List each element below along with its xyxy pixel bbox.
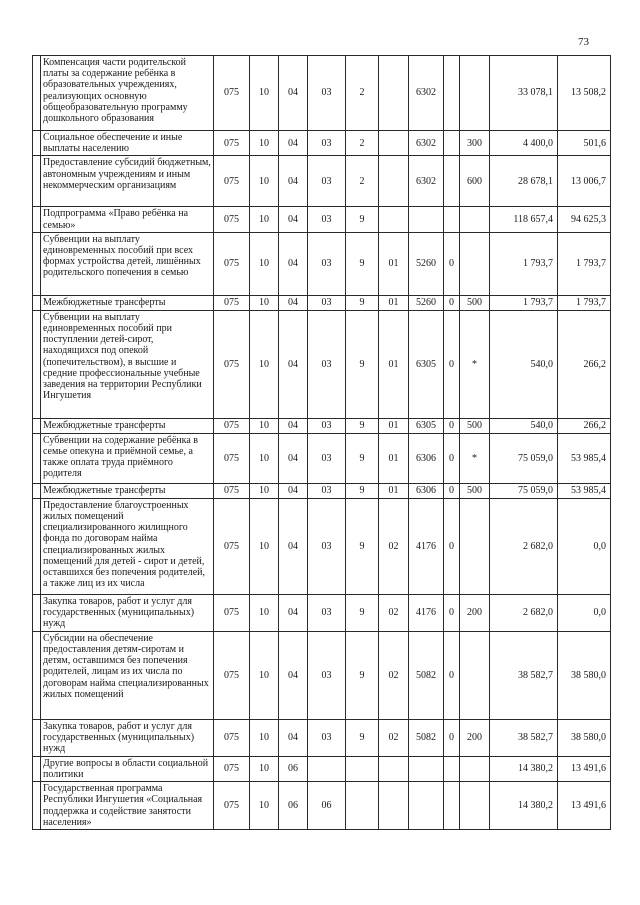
amount-actual-cell: 0,0 [558, 594, 611, 631]
section-cell: 10 [250, 207, 279, 232]
section-cell: 10 [250, 756, 279, 781]
direction-cell: 6302 [409, 56, 444, 131]
row-marker-cell [33, 594, 41, 631]
section-cell: 10 [250, 594, 279, 631]
activity-cell [379, 131, 409, 156]
section-cell: 10 [250, 433, 279, 483]
activity-cell [379, 756, 409, 781]
row-name-cell: Государственная программа Республики Ингушетия «Социальная поддержка и содействие занятости населения» [41, 782, 214, 830]
budget-table [32, 55, 611, 830]
direction-cell: 5082 [409, 719, 444, 756]
direction-cell: 6306 [409, 433, 444, 483]
subprogram-cell: 2 [346, 56, 379, 131]
amount-plan-cell: 14 380,2 [490, 756, 558, 781]
activity-cell [379, 207, 409, 232]
amount-plan-cell: 2 682,0 [490, 594, 558, 631]
expense-type-cell [460, 498, 490, 594]
sub-direction-cell [444, 56, 460, 131]
expense-type-cell: * [460, 310, 490, 418]
activity-cell: 01 [379, 232, 409, 295]
row-marker-cell [33, 156, 41, 207]
table-row [33, 756, 611, 781]
amount-plan-cell: 1 793,7 [490, 232, 558, 295]
subprogram-cell [346, 782, 379, 830]
sub-direction-cell: 0 [444, 295, 460, 310]
section-cell: 10 [250, 483, 279, 498]
section-cell: 10 [250, 782, 279, 830]
direction-cell: 5260 [409, 295, 444, 310]
amount-plan-cell: 38 582,7 [490, 719, 558, 756]
program-cell: 03 [308, 207, 346, 232]
table-row [33, 232, 611, 295]
amount-actual-cell: 53 985,4 [558, 483, 611, 498]
row-marker-cell [33, 631, 41, 719]
amount-plan-cell: 33 078,1 [490, 56, 558, 131]
amount-plan-cell: 75 059,0 [490, 483, 558, 498]
section-cell: 10 [250, 295, 279, 310]
subprogram-cell: 2 [346, 156, 379, 207]
table-row [33, 295, 611, 310]
program-cell: 03 [308, 295, 346, 310]
subprogram-cell: 2 [346, 131, 379, 156]
table-row [33, 207, 611, 232]
expense-type-cell [460, 756, 490, 781]
sub-direction-cell: 0 [444, 232, 460, 295]
grbs-cell: 075 [214, 719, 250, 756]
amount-plan-cell: 118 657,4 [490, 207, 558, 232]
grbs-cell: 075 [214, 295, 250, 310]
activity-cell: 02 [379, 498, 409, 594]
grbs-cell: 075 [214, 483, 250, 498]
expense-type-cell [460, 207, 490, 232]
grbs-cell: 075 [214, 498, 250, 594]
direction-cell [409, 782, 444, 830]
amount-plan-cell: 14 380,2 [490, 782, 558, 830]
program-cell: 03 [308, 433, 346, 483]
direction-cell: 6305 [409, 418, 444, 433]
program-cell: 03 [308, 232, 346, 295]
table-row [33, 418, 611, 433]
sub-direction-cell: 0 [444, 594, 460, 631]
sub-direction-cell: 0 [444, 310, 460, 418]
subsection-cell: 06 [279, 782, 308, 830]
amount-actual-cell: 0,0 [558, 498, 611, 594]
subprogram-cell: 9 [346, 594, 379, 631]
subsection-cell: 04 [279, 483, 308, 498]
subprogram-cell: 9 [346, 719, 379, 756]
expense-type-cell [460, 782, 490, 830]
section-cell: 10 [250, 631, 279, 719]
subsection-cell: 04 [279, 594, 308, 631]
activity-cell: 02 [379, 631, 409, 719]
activity-cell: 01 [379, 418, 409, 433]
amount-plan-cell: 4 400,0 [490, 131, 558, 156]
section-cell: 10 [250, 232, 279, 295]
table-row [33, 310, 611, 418]
row-marker-cell [33, 310, 41, 418]
expense-type-cell [460, 56, 490, 131]
subsection-cell: 04 [279, 310, 308, 418]
table-row [33, 483, 611, 498]
program-cell: 03 [308, 594, 346, 631]
program-cell [308, 756, 346, 781]
grbs-cell: 075 [214, 631, 250, 719]
section-cell: 10 [250, 719, 279, 756]
direction-cell: 4176 [409, 594, 444, 631]
direction-cell [409, 207, 444, 232]
activity-cell: 01 [379, 310, 409, 418]
page-number: 73 [578, 36, 589, 48]
subsection-cell: 04 [279, 156, 308, 207]
row-name-cell: Компенсация части родительской платы за содержание ребёнка в образовательных учреждениях, реализующих основную общеобразовательную программу дошкольного образования [41, 56, 214, 131]
row-marker-cell [33, 232, 41, 295]
direction-cell: 4176 [409, 498, 444, 594]
amount-plan-cell: 540,0 [490, 418, 558, 433]
expense-type-cell: 500 [460, 295, 490, 310]
row-marker-cell [33, 418, 41, 433]
expense-type-cell [460, 631, 490, 719]
row-name-cell: Предоставление субсидий бюджетным, автономным учреждениям и иным некоммерческим организациям [41, 156, 214, 207]
sub-direction-cell [444, 156, 460, 207]
amount-actual-cell: 266,2 [558, 418, 611, 433]
grbs-cell: 075 [214, 433, 250, 483]
subprogram-cell: 9 [346, 207, 379, 232]
table-row [33, 782, 611, 830]
subprogram-cell: 9 [346, 498, 379, 594]
row-name-cell: Закупка товаров, работ и услуг для государственных (муниципальных) нужд [41, 719, 214, 756]
program-cell: 03 [308, 498, 346, 594]
expense-type-cell: * [460, 433, 490, 483]
amount-plan-cell: 1 793,7 [490, 295, 558, 310]
row-marker-cell [33, 295, 41, 310]
subsection-cell: 04 [279, 295, 308, 310]
subsection-cell: 04 [279, 498, 308, 594]
activity-cell: 02 [379, 719, 409, 756]
row-name-cell: Другие вопросы в области социальной политики [41, 756, 214, 781]
amount-actual-cell: 13 006,7 [558, 156, 611, 207]
grbs-cell: 075 [214, 310, 250, 418]
row-marker-cell [33, 782, 41, 830]
grbs-cell: 075 [214, 56, 250, 131]
activity-cell: 01 [379, 483, 409, 498]
table-row [33, 594, 611, 631]
expense-type-cell [460, 232, 490, 295]
sub-direction-cell: 0 [444, 719, 460, 756]
amount-actual-cell: 266,2 [558, 310, 611, 418]
activity-cell: 01 [379, 295, 409, 310]
subprogram-cell: 9 [346, 483, 379, 498]
direction-cell: 6305 [409, 310, 444, 418]
amount-actual-cell: 94 625,3 [558, 207, 611, 232]
row-name-cell: Подпрограмма «Право ребёнка на семью» [41, 207, 214, 232]
direction-cell: 6302 [409, 131, 444, 156]
sub-direction-cell [444, 131, 460, 156]
subprogram-cell: 9 [346, 418, 379, 433]
subprogram-cell: 9 [346, 232, 379, 295]
direction-cell: 6306 [409, 483, 444, 498]
expense-type-cell: 200 [460, 594, 490, 631]
amount-plan-cell: 28 678,1 [490, 156, 558, 207]
activity-cell [379, 782, 409, 830]
amount-actual-cell: 38 580,0 [558, 719, 611, 756]
amount-plan-cell: 75 059,0 [490, 433, 558, 483]
amount-actual-cell: 53 985,4 [558, 433, 611, 483]
grbs-cell: 075 [214, 131, 250, 156]
subsection-cell: 04 [279, 56, 308, 131]
sub-direction-cell: 0 [444, 418, 460, 433]
subsection-cell: 04 [279, 631, 308, 719]
activity-cell: 02 [379, 594, 409, 631]
row-marker-cell [33, 483, 41, 498]
section-cell: 10 [250, 498, 279, 594]
table-row [33, 131, 611, 156]
row-name-cell: Закупка товаров, работ и услуг для государственных (муниципальных) нужд [41, 594, 214, 631]
program-cell: 03 [308, 156, 346, 207]
amount-actual-cell: 1 793,7 [558, 295, 611, 310]
amount-actual-cell: 13 491,6 [558, 782, 611, 830]
activity-cell: 01 [379, 433, 409, 483]
row-name-cell: Субвенции на выплату единовременных пособий при всех формах устройства детей, лишённых родительского попечения в семью [41, 232, 214, 295]
amount-plan-cell: 540,0 [490, 310, 558, 418]
sub-direction-cell [444, 756, 460, 781]
row-name-cell: Предоставление благоустроенных жилых помещений специализированного жилищного фонда по договорам найма специализированных жилых помещений для детей - сирот и детей, оставшихся без попечения родителей, а также лиц из их числа [41, 498, 214, 594]
row-name-cell: Межбюджетные трансферты [41, 418, 214, 433]
sub-direction-cell: 0 [444, 483, 460, 498]
subsection-cell: 04 [279, 433, 308, 483]
direction-cell: 6302 [409, 156, 444, 207]
subsection-cell: 04 [279, 719, 308, 756]
table-row [33, 433, 611, 483]
amount-plan-cell: 38 582,7 [490, 631, 558, 719]
table-row [33, 156, 611, 207]
expense-type-cell: 600 [460, 156, 490, 207]
amount-actual-cell: 13 491,6 [558, 756, 611, 781]
row-name-cell: Субвенции на выплату единовременных пособий при поступлении детей-сирот, находящихся под опекой (попечительством), в высшие и средние профессиональные учебные заведения на территории Республики Ингушетия [41, 310, 214, 418]
amount-actual-cell: 38 580,0 [558, 631, 611, 719]
subprogram-cell [346, 756, 379, 781]
table-row [33, 631, 611, 719]
subprogram-cell: 9 [346, 433, 379, 483]
grbs-cell: 075 [214, 418, 250, 433]
subsection-cell: 04 [279, 131, 308, 156]
sub-direction-cell: 0 [444, 498, 460, 594]
program-cell: 03 [308, 631, 346, 719]
program-cell: 03 [308, 483, 346, 498]
subsection-cell: 06 [279, 756, 308, 781]
subprogram-cell: 9 [346, 631, 379, 719]
grbs-cell: 075 [214, 156, 250, 207]
row-name-cell: Субвенции на содержание ребёнка в семье опекуна и приёмной семье, а также оплата труда приёмного родителя [41, 433, 214, 483]
row-name-cell: Субсидии на обеспечение предоставления детям-сиротам и детям, оставшимся без попечения родителей, лицам из их числа по договорам найма специализированных жилых помещений [41, 631, 214, 719]
section-cell: 10 [250, 131, 279, 156]
grbs-cell: 075 [214, 594, 250, 631]
program-cell: 03 [308, 418, 346, 433]
direction-cell [409, 756, 444, 781]
activity-cell [379, 56, 409, 131]
amount-actual-cell: 13 508,2 [558, 56, 611, 131]
table-row [33, 719, 611, 756]
program-cell: 03 [308, 719, 346, 756]
row-name-cell: Межбюджетные трансферты [41, 483, 214, 498]
table-row [33, 498, 611, 594]
amount-actual-cell: 1 793,7 [558, 232, 611, 295]
expense-type-cell: 300 [460, 131, 490, 156]
subsection-cell: 04 [279, 207, 308, 232]
section-cell: 10 [250, 56, 279, 131]
direction-cell: 5082 [409, 631, 444, 719]
grbs-cell: 075 [214, 782, 250, 830]
table-row [33, 56, 611, 131]
row-marker-cell [33, 433, 41, 483]
subsection-cell: 04 [279, 418, 308, 433]
row-marker-cell [33, 207, 41, 232]
section-cell: 10 [250, 156, 279, 207]
program-cell: 06 [308, 782, 346, 830]
row-marker-cell [33, 56, 41, 131]
sub-direction-cell: 0 [444, 631, 460, 719]
grbs-cell: 075 [214, 232, 250, 295]
amount-actual-cell: 501,6 [558, 131, 611, 156]
row-marker-cell [33, 756, 41, 781]
row-marker-cell [33, 131, 41, 156]
subprogram-cell: 9 [346, 310, 379, 418]
sub-direction-cell [444, 207, 460, 232]
grbs-cell: 075 [214, 207, 250, 232]
program-cell: 03 [308, 56, 346, 131]
row-marker-cell [33, 719, 41, 756]
row-marker-cell [33, 498, 41, 594]
amount-plan-cell: 2 682,0 [490, 498, 558, 594]
expense-type-cell: 200 [460, 719, 490, 756]
section-cell: 10 [250, 310, 279, 418]
program-cell: 03 [308, 310, 346, 418]
row-name-cell: Социальное обеспечение и иные выплаты населению [41, 131, 214, 156]
expense-type-cell: 500 [460, 483, 490, 498]
program-cell: 03 [308, 131, 346, 156]
section-cell: 10 [250, 418, 279, 433]
subsection-cell: 04 [279, 232, 308, 295]
expense-type-cell: 500 [460, 418, 490, 433]
direction-cell: 5260 [409, 232, 444, 295]
sub-direction-cell: 0 [444, 433, 460, 483]
activity-cell [379, 156, 409, 207]
row-name-cell: Межбюджетные трансферты [41, 295, 214, 310]
subprogram-cell: 9 [346, 295, 379, 310]
grbs-cell: 075 [214, 756, 250, 781]
sub-direction-cell [444, 782, 460, 830]
table-body [33, 56, 611, 830]
